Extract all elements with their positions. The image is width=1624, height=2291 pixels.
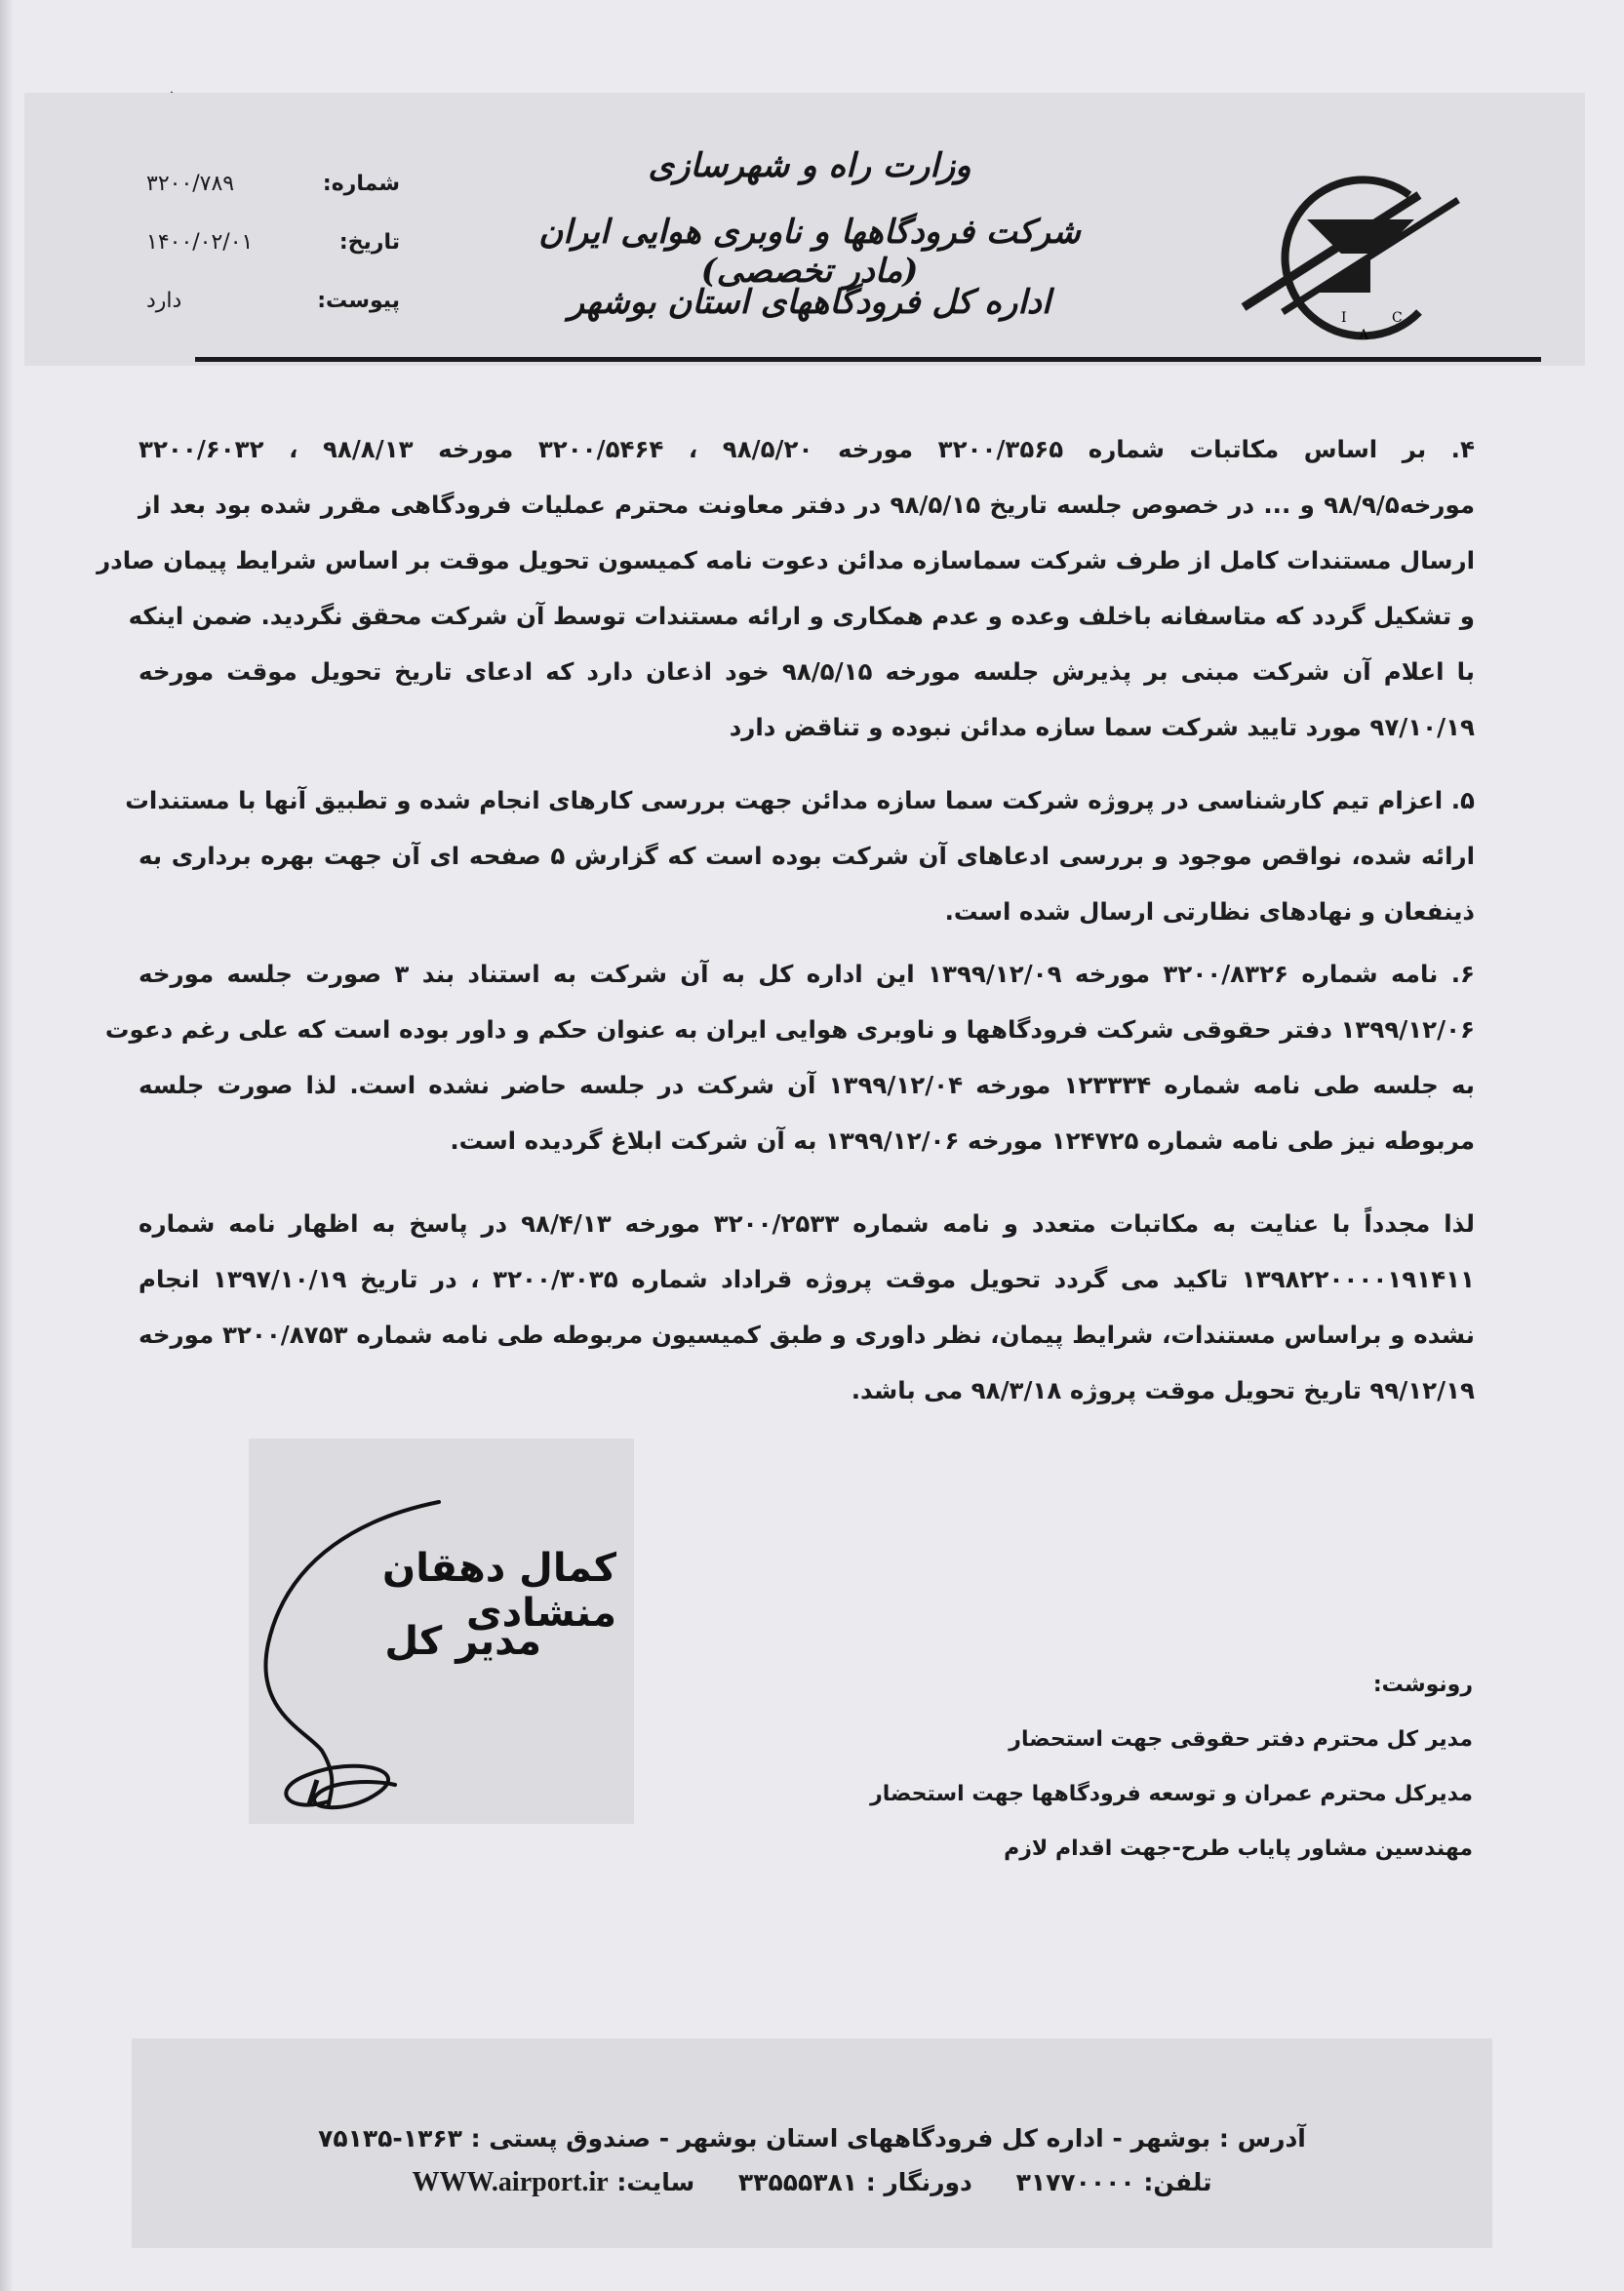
text-line: ۱۳۹۸۲۲۰۰۰۰۱۹۱۴۱۱ تاکید می گردد تحویل موقت پروژه قراداد شماره ۳۲۰۰/۳۰۳۵ ، در تاریخ ۱۳۹۷/۱۰/۱۹ انجام bbox=[139, 1265, 1475, 1293]
company-title: شرکت فرودگاهها و ناوبری هوایی ایران (مادر تخصصی) bbox=[538, 213, 1081, 291]
footer-contacts bbox=[132, 2167, 1492, 2198]
paragraph-5 bbox=[125, 772, 1476, 939]
logo-letter: C bbox=[1392, 310, 1403, 326]
letter-attachment bbox=[146, 289, 400, 313]
phone-label: تلفن: bbox=[1143, 2168, 1212, 2196]
footer-address: آدرس : بوشهر - اداره کل فرودگاههای استان بوشهر - صندوق پستی : ۱۳۶۳-۷۵۱۳۵ bbox=[318, 2124, 1306, 2153]
paragraph-6 bbox=[104, 946, 1475, 1168]
text-line: و تشکیل گردد که متاسفانه باخلف وعده و عدم همکاری و ارائه مستندات توسط آن شرکت محقق نگردید. ضمن اینکه bbox=[128, 602, 1475, 630]
cc-label: رونوشت: bbox=[1372, 1673, 1473, 1697]
cc-item: مهندسین مشاور پایاب طرح-جهت اقدام لازم bbox=[1004, 1837, 1473, 1861]
phone bbox=[1016, 2168, 1212, 2196]
text-line: ۱۳۹۹/۱۲/۰۶ دفتر حقوقی شرکت فرودگاهها و ناوبری هوایی ایران به عنوان حکم و داور بوده است که علی رغم دعوت bbox=[104, 1015, 1475, 1044]
fax bbox=[738, 2168, 972, 2196]
ministry-title: وزارت راه و شهرسازی bbox=[648, 146, 971, 185]
header-divider bbox=[195, 357, 1541, 362]
letter-date bbox=[146, 230, 400, 255]
carbon-copy-list bbox=[870, 1658, 1473, 1876]
paragraph-4 bbox=[97, 421, 1476, 755]
text-line: ۶. نامه شماره ۳۲۰۰/۸۳۲۶ مورخه ۱۳۹۹/۱۲/۰۹ این اداره کل به آن شرکت به استناد بند ۳ صورت جلسه مورخه bbox=[139, 960, 1475, 988]
date-value: ۱۴۰۰/۰۲/۰۱ bbox=[146, 230, 254, 255]
text-line: لذا مجدداً با عنایت به مکاتبات متعدد و نامه شماره ۳۲۰۰/۲۵۳۳ مورخه ۹۸/۴/۱۳ در پاسخ به اظهار نامه شماره bbox=[139, 1209, 1475, 1238]
letter-number bbox=[146, 172, 400, 196]
text-line: ارسال مستندات کامل از طرف شرکت سماسازه مدائن دعوت نامه کمیسون تحویل موقت بر اساس شرایط پیمان صادر bbox=[97, 546, 1475, 574]
airports-company-logo bbox=[1224, 166, 1497, 361]
paragraph-conclusion bbox=[139, 1196, 1475, 1418]
website bbox=[412, 2168, 694, 2196]
phone-value: ۳۱۷۷۰۰۰۰ bbox=[1015, 2168, 1135, 2196]
logo-letter: I bbox=[1341, 310, 1347, 326]
cc-item: مدیر کل محترم دفتر حقوقی جهت استحضار bbox=[1009, 1727, 1473, 1752]
number-value: ۳۲۰۰/۷۸۹ bbox=[146, 172, 235, 196]
logo-letter: A bbox=[1359, 328, 1369, 343]
text-line: مورخه۹۸/۹/۵ و ... در خصوص جلسه تاریخ ۹۸/۵/۱۵ در دفتر معاونت محترم عملیات فرودگاهی مقرر شده بود بعد از bbox=[139, 491, 1475, 519]
site-link[interactable]: WWW.airport.ir bbox=[412, 2167, 609, 2197]
text-line: ۵. اعزام تیم کارشناسی در پروژه شرکت سما سازه مدائن جهت بررسی کارهای انجام شده و تطبیق آنها با مستندات bbox=[125, 786, 1475, 814]
signatory-name: کمال دهقان منشادی bbox=[382, 1546, 616, 1636]
text-line: ۹۹/۱۲/۱۹ تاریخ تحویل موقت پروژه ۹۸/۳/۱۸ می باشد. bbox=[851, 1376, 1475, 1404]
text-line: به جلسه طی نامه شماره ۱۲۳۳۳۴ مورخه ۱۳۹۹/۱۲/۰۴ آن شرکت در جلسه حاضر نشده است. لذا صورت جلسه bbox=[139, 1071, 1475, 1099]
office-title: اداره کل فرودگاههای استان بوشهر bbox=[568, 283, 1051, 322]
text-line: با اعلام آن شرکت مبنی بر پذیرش جلسه مورخه ۹۸/۵/۱۵ خود اذعان دارد که ادعای تاریخ تحویل موقت مورخه bbox=[139, 657, 1476, 686]
site-label: سایت: bbox=[616, 2168, 695, 2196]
number-label: شماره: bbox=[322, 172, 400, 196]
date-label: تاریخ: bbox=[338, 230, 400, 255]
scan-edge bbox=[0, 0, 14, 2291]
text-line: ذینفعان و نهادهای نظارتی ارسال شده است. bbox=[944, 897, 1475, 926]
text-line: ارائه شده، نواقص موجود و بررسی ادعاهای آن شرکت بوده است که گزارش ۵ صفحه ای آن جهت بهره برداری به bbox=[139, 842, 1476, 870]
cc-item: مدیرکل محترم عمران و توسعه فرودگاهها جهت استحضار bbox=[870, 1782, 1473, 1806]
attachment-value: دارد bbox=[146, 289, 182, 313]
attachment-label: پیوست: bbox=[317, 289, 400, 313]
text-line: نشده و براساس مستندات، شرایط پیمان، نظر داوری و طبق کمیسیون مربوطه طی نامه شماره ۳۲۰۰/۸۷۵۳ مورخه bbox=[139, 1321, 1475, 1349]
text-line: مربوطه نیز طی نامه شماره ۱۲۴۷۲۵ مورخه ۱۳۹۹/۱۲/۰۶ به آن شرکت ابلاغ گردیده است. bbox=[450, 1126, 1475, 1155]
fax-label: دورنگار : bbox=[865, 2168, 972, 2196]
text-line: ۹۷/۱۰/۱۹ مورد تایید شرکت سما سازه مدائن نبوده و تناقض دارد bbox=[729, 713, 1475, 741]
signature-block bbox=[249, 1439, 634, 1824]
fax-value: ۳۳۵۵۵۳۸۱ bbox=[737, 2168, 857, 2196]
signatory-title: مدیر کل bbox=[384, 1619, 541, 1664]
text-line: ۴. بر اساس مکاتبات شماره ۳۲۰۰/۳۵۶۵ مورخه ۹۸/۵/۲۰ ، ۳۲۰۰/۵۴۶۴ مورخه ۹۸/۸/۱۳ ، ۳۲۰۰/۶۰۳۲ bbox=[139, 435, 1475, 463]
